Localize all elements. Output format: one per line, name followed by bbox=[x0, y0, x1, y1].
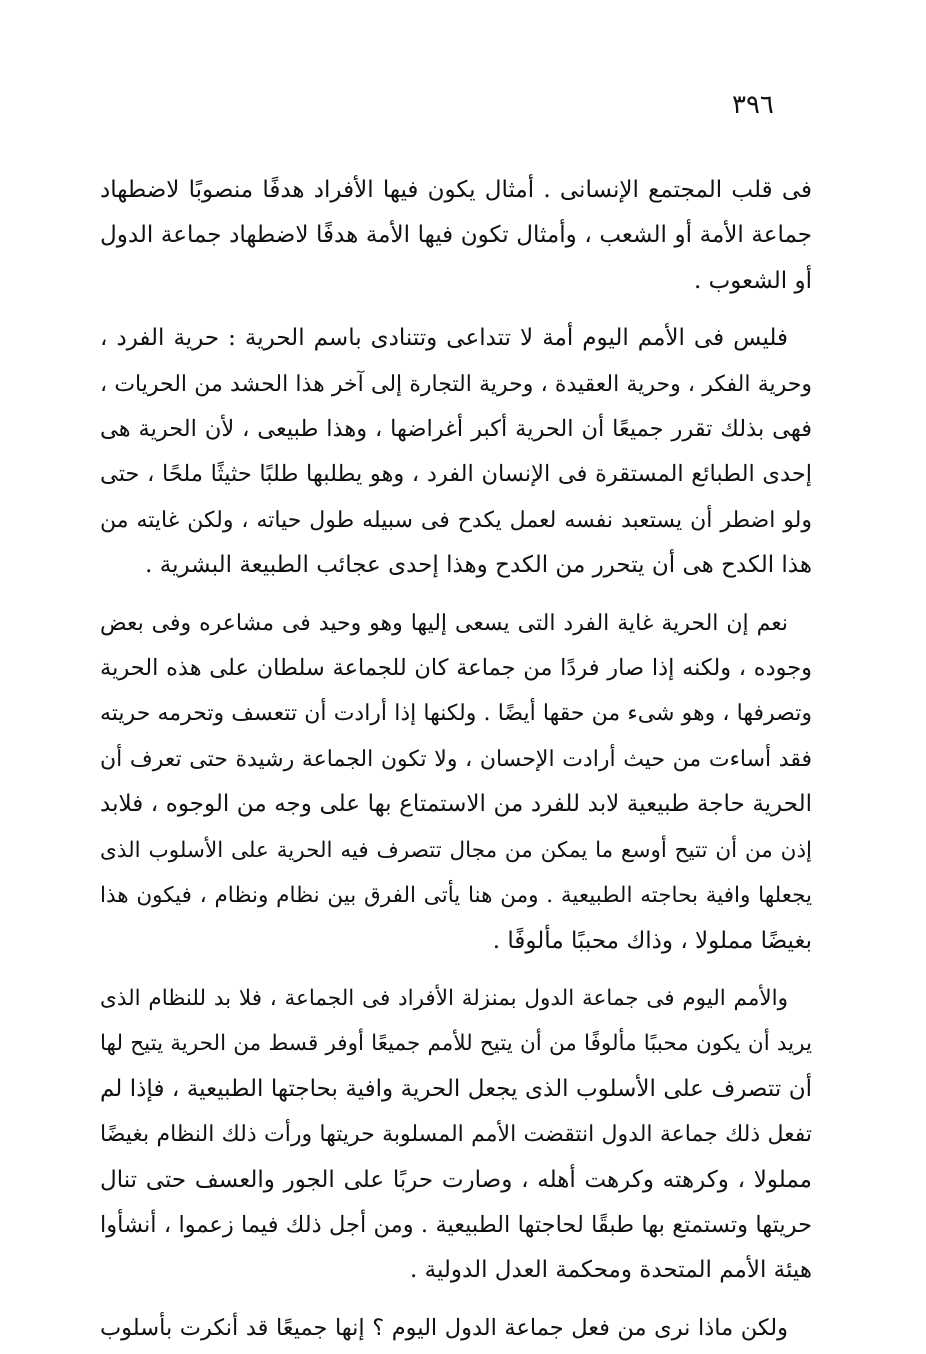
text-line: وجوده ، ولكنه إذا صار فردًا من جماعة كان للجماعة سلطان على هذه الحرية bbox=[100, 655, 812, 682]
paragraph-4 bbox=[100, 976, 812, 1294]
paragraph-5 bbox=[100, 1306, 812, 1351]
text-line: يجعلها وافية بحاجته الطبيعية . ومن هنا يأتى الفرق بين نظام ونظام ، فيكون هذا bbox=[100, 883, 812, 909]
text-line: وحرية الفكر ، وحرية العقيدة ، وحرية التجارة إلى آخر هذا الحشد من الحريات ، bbox=[100, 371, 812, 397]
text-line: الحرية حاجة طبيعية لابد للفرد من الاستمتاع بها على وجه من الوجوه ، فلابد bbox=[100, 791, 812, 818]
body-text bbox=[100, 168, 812, 1351]
paragraph-1 bbox=[100, 168, 812, 304]
text-line: تفعل ذلك جماعة الدول انتقضت الأمم المسلوبة حريتها ورأت ذلك النظام بغيضًا bbox=[100, 1122, 812, 1148]
text-line: يريد أن يكون محببًا مألوفًا من أن يتيح للأمم جميعًا أوفر قسط من الحرية يتيح لها bbox=[100, 1031, 812, 1057]
text-line: وتصرفها ، وهو شىء من حقها أيضًا . ولكنها إذا أرادت أن تتعسف وتحرمه حريته bbox=[100, 701, 812, 727]
text-line: فقد أساءت من حيث أرادت الإحسان ، ولا تكون الجماعة رشيدة حتى تعرف أن bbox=[100, 746, 812, 772]
text-line: هذا الكدح هى أن يتحرر من الكدح وهذا إحدى عجائب الطبيعة البشرية . bbox=[145, 552, 812, 579]
text-line: بغيضًا مملولا ، وذاك محببًا مألوفًا . bbox=[492, 927, 812, 954]
text-line: فهى بذلك تقرر جميعًا أن الحرية أكبر أغراضها ، وهذا طبيعى ، لأن الحرية هى bbox=[100, 416, 812, 443]
text-line: ولكن ماذا نرى من فعل جماعة الدول اليوم ؟ إنها جميعًا قد أنكرت بأسلوب bbox=[100, 1314, 788, 1341]
paragraph-3 bbox=[100, 601, 812, 964]
text-line: أن تتصرف على الأسلوب الذى يجعل الحرية وافية بحاجتها الطبيعية ، فإذا لم bbox=[100, 1075, 812, 1102]
page-number: ٣٩٦ bbox=[732, 90, 774, 120]
text-line: مملولا ، وكرهته وكرهت أهله ، وصارت حربًا على الجور والعسف حتى تنال bbox=[100, 1166, 812, 1193]
text-line: هيئة الأمم المتحدة ومحكمة العدل الدولية . bbox=[410, 1257, 812, 1284]
text-line: والأمم اليوم فى جماعة الدول بمنزلة الأفراد فى الجماعة ، فلا بد للنظام الذى bbox=[100, 985, 788, 1011]
text-line: فى قلب المجتمع الإنسانى . أمثال يكون فيها الأفراد هدفًا منصوبًا لاضطهاد bbox=[100, 177, 812, 203]
text-line: حريتها وتستمتع بها طبقًا لحاجتها الطبيعية . ومن أجل ذلك فيما زعموا ، أنشأوا bbox=[100, 1211, 812, 1238]
text-line: إحدى الطبائع المستقرة فى الإنسان الفرد ، وهو يطلبها طلبًا حثيثًا ملحًا ، حتى bbox=[100, 461, 812, 488]
text-line: نعم إن الحرية غاية الفرد التى يسعى إليها وهو وحيد فى مشاعره وفى بعض bbox=[100, 610, 788, 636]
text-line: إذن من أن تتيح أوسع ما يمكن من مجال تتصرف فيه الحرية على الأسلوب الذى bbox=[100, 837, 812, 863]
text-line: جماعة الأمة أو الشعب ، وأمثال تكون فيها الأمة هدفًا لاضطهاد جماعة الدول bbox=[100, 222, 812, 249]
text-line: أو الشعوب . bbox=[694, 267, 812, 294]
paragraph-2 bbox=[100, 316, 812, 588]
text-line: ولو اضطر أن يستعبد نفسه لعمل يكدح فى سبيله طول حياته ، ولكن غايته من bbox=[100, 507, 812, 533]
text-line: فليس فى الأمم اليوم أمة لا تتداعى وتتنادى باسم الحرية : حرية الفرد ، bbox=[100, 325, 788, 352]
